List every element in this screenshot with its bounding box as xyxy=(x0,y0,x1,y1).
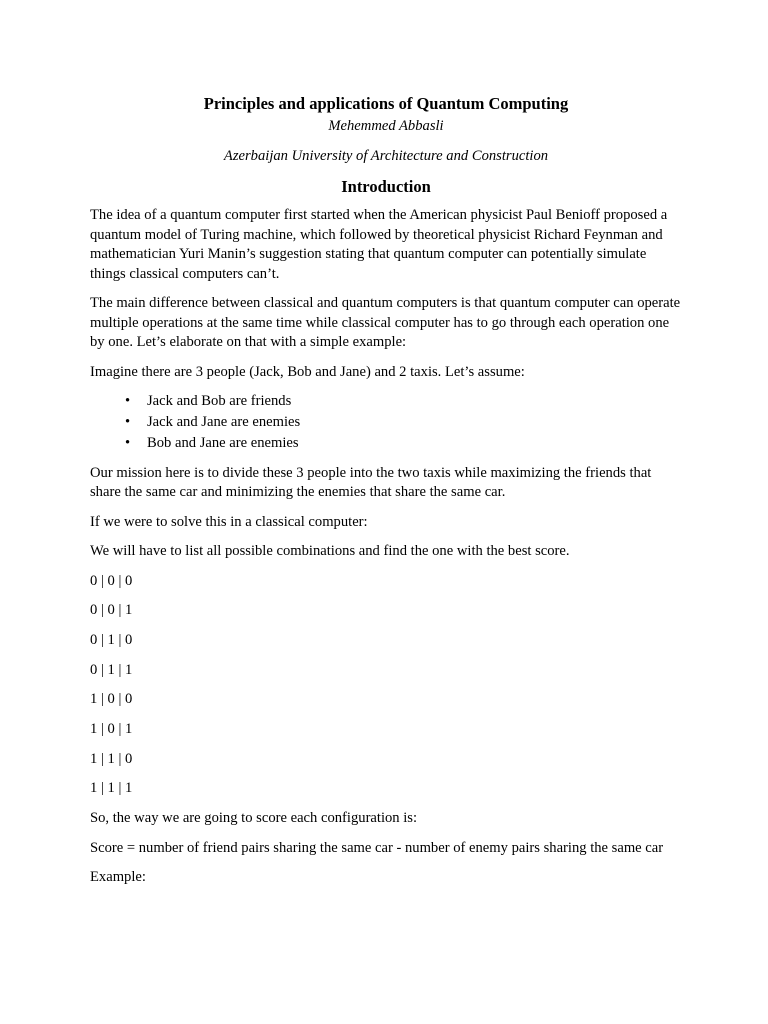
combination-item: 1 | 1 | 1 xyxy=(90,780,133,797)
paragraph-mission: Our mission here is to divide these 3 people into the two taxis while maximizing the friends that share the same car and minimizing the enemies that share the same car. xyxy=(90,464,652,500)
combination-item: 0 | 1 | 1 xyxy=(90,661,133,678)
combination-item: 1 | 0 | 0 xyxy=(90,691,133,708)
paragraph-scoring-intro: So, the way we are going to score each configuration is: xyxy=(90,810,418,826)
section-heading-introduction: Introduction xyxy=(341,177,431,196)
bullet-icon: • xyxy=(125,414,131,430)
intro-paragraph-history: The idea of a quantum computer first started when the American physicist Paul Benioff proposed a quantum model of Turing machine, which followed by theoretical physicist Richard Feynman and mathematician Yuri Manin’s suggestion stating that quantum computer can potentially simulate things classical computers can’t. xyxy=(90,207,668,282)
bullet-item xyxy=(90,434,682,454)
combination-item: 0 | 1 | 0 xyxy=(90,631,133,648)
bullet-item xyxy=(90,413,682,433)
bullet-text: Bob and Jane are enemies xyxy=(147,435,299,451)
combination-item: 0 | 0 | 1 xyxy=(90,602,133,619)
bullet-icon: • xyxy=(125,435,131,451)
bullet-text: Jack and Bob are friends xyxy=(147,393,292,409)
paper-title: Principles and applications of Quantum Computing xyxy=(203,94,569,113)
paragraph-example-label: Example: xyxy=(90,869,146,885)
bullet-icon: • xyxy=(125,393,131,409)
combination-list xyxy=(90,572,682,799)
paragraph-list-combinations: We will have to list all possible combinations and find the one with the best score. xyxy=(90,543,570,559)
page-content xyxy=(90,93,682,898)
combination-item: 1 | 0 | 1 xyxy=(90,720,133,737)
intro-paragraph-difference: The main difference between classical and quantum computers is that quantum computer can operate multiple operations at the same time while classical computer has to go through each operation one by one. Let’s elaborate on that with a simple example: xyxy=(90,295,681,350)
bullet-item xyxy=(90,392,682,412)
paragraph-score-formula: Score = number of friend pairs sharing the same car - number of enemy pairs sharing the same car xyxy=(90,839,664,856)
author-name: Mehemmed Abbasli xyxy=(328,118,444,134)
relationship-bullet-list xyxy=(90,392,682,454)
combination-item: 1 | 1 | 0 xyxy=(90,750,133,767)
intro-paragraph-example-setup: Imagine there are 3 people (Jack, Bob and Jane) and 2 taxis. Let’s assume: xyxy=(90,363,525,380)
author-affiliation: Azerbaijan University of Architecture and Construction xyxy=(223,147,549,164)
combination-item: 0 | 0 | 0 xyxy=(90,572,133,589)
bullet-text: Jack and Jane are enemies xyxy=(147,414,301,430)
paragraph-classical-approach: If we were to solve this in a classical computer: xyxy=(90,513,368,530)
